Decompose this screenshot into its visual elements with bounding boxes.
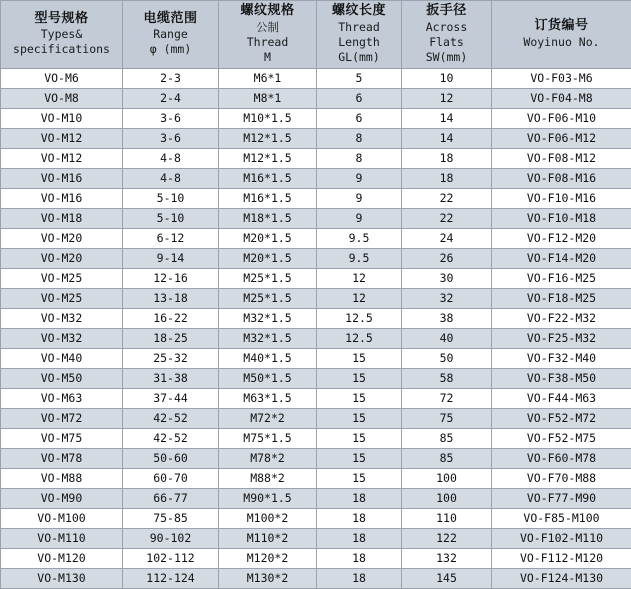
table-cell-r17-c3: 15 bbox=[317, 408, 402, 428]
table-row bbox=[1, 568, 631, 588]
table-cell-r10-c3: 12 bbox=[317, 268, 402, 288]
table-cell-r12-c1: 16-22 bbox=[123, 308, 219, 328]
table-cell-r15-c0: VO-M50 bbox=[1, 368, 123, 388]
table-cell-r7-c2: M18*1.5 bbox=[219, 208, 317, 228]
table-cell-r9-c4: 26 bbox=[402, 248, 492, 268]
table-cell-r14-c4: 50 bbox=[402, 348, 492, 368]
table-cell-r25-c2: M130*2 bbox=[219, 568, 317, 588]
column-header-en-2-1: Thread bbox=[221, 35, 314, 49]
table-cell-r6-c5: VO-F10-M16 bbox=[492, 188, 631, 208]
table-cell-r10-c4: 30 bbox=[402, 268, 492, 288]
table-cell-r21-c4: 100 bbox=[402, 488, 492, 508]
table-cell-r8-c1: 6-12 bbox=[123, 228, 219, 248]
table-row bbox=[1, 528, 631, 548]
table-cell-r13-c5: VO-F25-M32 bbox=[492, 328, 631, 348]
table-cell-r4-c2: M12*1.5 bbox=[219, 148, 317, 168]
column-header-en-1-0: Range bbox=[125, 27, 216, 41]
table-row bbox=[1, 468, 631, 488]
table-cell-r19-c0: VO-M78 bbox=[1, 448, 123, 468]
column-header-1 bbox=[123, 1, 219, 69]
table-cell-r3-c3: 8 bbox=[317, 128, 402, 148]
table-cell-r7-c1: 5-10 bbox=[123, 208, 219, 228]
column-header-2 bbox=[219, 1, 317, 69]
table-cell-r22-c1: 75-85 bbox=[123, 508, 219, 528]
column-header-cn-0: 型号规格 bbox=[3, 11, 120, 27]
table-cell-r1-c0: VO-M8 bbox=[1, 88, 123, 108]
table-cell-r12-c4: 38 bbox=[402, 308, 492, 328]
table-cell-r19-c5: VO-F60-M78 bbox=[492, 448, 631, 468]
table-row bbox=[1, 348, 631, 368]
table-cell-r22-c0: VO-M100 bbox=[1, 508, 123, 528]
table-row bbox=[1, 188, 631, 208]
table-cell-r25-c4: 145 bbox=[402, 568, 492, 588]
table-cell-r1-c5: VO-F04-M8 bbox=[492, 88, 631, 108]
table-cell-r23-c0: VO-M110 bbox=[1, 528, 123, 548]
column-header-cn-4: 扳手径 bbox=[404, 3, 489, 19]
table-cell-r17-c0: VO-M72 bbox=[1, 408, 123, 428]
table-cell-r14-c2: M40*1.5 bbox=[219, 348, 317, 368]
column-header-en-4-1: Flats bbox=[404, 35, 489, 49]
table-row bbox=[1, 288, 631, 308]
table-cell-r4-c4: 18 bbox=[402, 148, 492, 168]
column-header-en-0-0: Types& bbox=[3, 27, 120, 41]
table-cell-r14-c0: VO-M40 bbox=[1, 348, 123, 368]
table-cell-r3-c1: 3-6 bbox=[123, 128, 219, 148]
table-cell-r8-c0: VO-M20 bbox=[1, 228, 123, 248]
table-cell-r13-c2: M32*1.5 bbox=[219, 328, 317, 348]
table-cell-r18-c2: M75*1.5 bbox=[219, 428, 317, 448]
table-cell-r11-c5: VO-F18-M25 bbox=[492, 288, 631, 308]
table-row bbox=[1, 428, 631, 448]
table-row bbox=[1, 308, 631, 328]
table-cell-r11-c1: 13-18 bbox=[123, 288, 219, 308]
table-cell-r15-c2: M50*1.5 bbox=[219, 368, 317, 388]
column-header-0 bbox=[1, 1, 123, 69]
table-row bbox=[1, 148, 631, 168]
table-row bbox=[1, 208, 631, 228]
table-cell-r17-c2: M72*2 bbox=[219, 408, 317, 428]
column-header-en-2-2: M bbox=[221, 50, 314, 64]
table-cell-r7-c3: 9 bbox=[317, 208, 402, 228]
column-header-en-5-0: Woyinuo No. bbox=[494, 35, 629, 49]
table-cell-r5-c1: 4-8 bbox=[123, 168, 219, 188]
table-cell-r10-c0: VO-M25 bbox=[1, 268, 123, 288]
table-row bbox=[1, 268, 631, 288]
table-cell-r9-c0: VO-M20 bbox=[1, 248, 123, 268]
table-cell-r0-c5: VO-F03-M6 bbox=[492, 68, 631, 88]
table-cell-r22-c2: M100*2 bbox=[219, 508, 317, 528]
column-header-3 bbox=[317, 1, 402, 69]
table-cell-r6-c0: VO-M16 bbox=[1, 188, 123, 208]
table-cell-r16-c1: 37-44 bbox=[123, 388, 219, 408]
table-cell-r11-c3: 12 bbox=[317, 288, 402, 308]
table-cell-r4-c3: 8 bbox=[317, 148, 402, 168]
table-cell-r24-c4: 132 bbox=[402, 548, 492, 568]
column-header-en-3-2: GL(mm) bbox=[319, 50, 399, 64]
table-cell-r9-c5: VO-F14-M20 bbox=[492, 248, 631, 268]
table-cell-r15-c3: 15 bbox=[317, 368, 402, 388]
table-cell-r3-c0: VO-M12 bbox=[1, 128, 123, 148]
table-cell-r17-c4: 75 bbox=[402, 408, 492, 428]
table-body bbox=[1, 68, 631, 588]
column-header-en-0-1: specifications bbox=[3, 42, 120, 56]
table-cell-r7-c0: VO-M18 bbox=[1, 208, 123, 228]
column-header-cn-1: 电缆范围 bbox=[125, 11, 216, 27]
table-cell-r9-c3: 9.5 bbox=[317, 248, 402, 268]
table-cell-r21-c0: VO-M90 bbox=[1, 488, 123, 508]
table-header bbox=[1, 1, 631, 69]
table-row bbox=[1, 388, 631, 408]
column-header-en-4-0: Across bbox=[404, 20, 489, 34]
table-cell-r25-c0: VO-M130 bbox=[1, 568, 123, 588]
table-cell-r10-c1: 12-16 bbox=[123, 268, 219, 288]
table-cell-r22-c3: 18 bbox=[317, 508, 402, 528]
table-cell-r24-c3: 18 bbox=[317, 548, 402, 568]
table-cell-r10-c5: VO-F16-M25 bbox=[492, 268, 631, 288]
table-cell-r2-c3: 6 bbox=[317, 108, 402, 128]
table-cell-r22-c5: VO-F85-M100 bbox=[492, 508, 631, 528]
table-cell-r10-c2: M25*1.5 bbox=[219, 268, 317, 288]
table-cell-r6-c2: M16*1.5 bbox=[219, 188, 317, 208]
table-cell-r25-c3: 18 bbox=[317, 568, 402, 588]
table-cell-r21-c5: VO-F77-M90 bbox=[492, 488, 631, 508]
table-cell-r16-c3: 15 bbox=[317, 388, 402, 408]
table-cell-r3-c4: 14 bbox=[402, 128, 492, 148]
table-cell-r15-c5: VO-F38-M50 bbox=[492, 368, 631, 388]
table-cell-r18-c1: 42-52 bbox=[123, 428, 219, 448]
table-cell-r4-c0: VO-M12 bbox=[1, 148, 123, 168]
table-cell-r7-c5: VO-F10-M18 bbox=[492, 208, 631, 228]
table-cell-r1-c3: 6 bbox=[317, 88, 402, 108]
table-cell-r6-c3: 9 bbox=[317, 188, 402, 208]
table-cell-r12-c3: 12.5 bbox=[317, 308, 402, 328]
table-cell-r18-c3: 15 bbox=[317, 428, 402, 448]
table-cell-r3-c2: M12*1.5 bbox=[219, 128, 317, 148]
table-cell-r19-c2: M78*2 bbox=[219, 448, 317, 468]
table-cell-r13-c3: 12.5 bbox=[317, 328, 402, 348]
table-cell-r24-c1: 102-112 bbox=[123, 548, 219, 568]
table-cell-r24-c5: VO-F112-M120 bbox=[492, 548, 631, 568]
column-header-cn-3: 螺纹长度 bbox=[319, 3, 399, 19]
table-cell-r1-c1: 2-4 bbox=[123, 88, 219, 108]
table-cell-r2-c5: VO-F06-M10 bbox=[492, 108, 631, 128]
table-cell-r16-c0: VO-M63 bbox=[1, 388, 123, 408]
table-cell-r23-c4: 122 bbox=[402, 528, 492, 548]
table-cell-r11-c2: M25*1.5 bbox=[219, 288, 317, 308]
table-cell-r20-c3: 15 bbox=[317, 468, 402, 488]
table-row bbox=[1, 488, 631, 508]
table-cell-r12-c0: VO-M32 bbox=[1, 308, 123, 328]
table-row bbox=[1, 448, 631, 468]
table-cell-r5-c5: VO-F08-M16 bbox=[492, 168, 631, 188]
table-cell-r18-c5: VO-F52-M75 bbox=[492, 428, 631, 448]
table-cell-r16-c4: 72 bbox=[402, 388, 492, 408]
table-cell-r0-c0: VO-M6 bbox=[1, 68, 123, 88]
table-cell-r25-c5: VO-F124-M130 bbox=[492, 568, 631, 588]
table-cell-r0-c1: 2-3 bbox=[123, 68, 219, 88]
table-cell-r15-c1: 31-38 bbox=[123, 368, 219, 388]
table-cell-r6-c1: 5-10 bbox=[123, 188, 219, 208]
table-cell-r0-c4: 10 bbox=[402, 68, 492, 88]
table-cell-r5-c4: 18 bbox=[402, 168, 492, 188]
table-cell-r21-c2: M90*1.5 bbox=[219, 488, 317, 508]
table-cell-r14-c3: 15 bbox=[317, 348, 402, 368]
table-row bbox=[1, 368, 631, 388]
table-cell-r5-c2: M16*1.5 bbox=[219, 168, 317, 188]
table-cell-r9-c2: M20*1.5 bbox=[219, 248, 317, 268]
table-cell-r4-c1: 4-8 bbox=[123, 148, 219, 168]
table-cell-r12-c5: VO-F22-M32 bbox=[492, 308, 631, 328]
table-cell-r8-c2: M20*1.5 bbox=[219, 228, 317, 248]
table-cell-r19-c4: 85 bbox=[402, 448, 492, 468]
table-cell-r11-c0: VO-M25 bbox=[1, 288, 123, 308]
table-cell-r21-c1: 66-77 bbox=[123, 488, 219, 508]
column-header-en-1-1: φ (mm) bbox=[125, 42, 216, 56]
table-cell-r19-c1: 50-60 bbox=[123, 448, 219, 468]
table-header-row bbox=[1, 1, 631, 69]
table-cell-r5-c0: VO-M16 bbox=[1, 168, 123, 188]
table-row bbox=[1, 548, 631, 568]
column-header-en-3-1: Length bbox=[319, 35, 399, 49]
table-cell-r20-c0: VO-M88 bbox=[1, 468, 123, 488]
table-row bbox=[1, 128, 631, 148]
table-cell-r7-c4: 22 bbox=[402, 208, 492, 228]
table-cell-r2-c2: M10*1.5 bbox=[219, 108, 317, 128]
table-cell-r8-c5: VO-F12-M20 bbox=[492, 228, 631, 248]
table-cell-r12-c2: M32*1.5 bbox=[219, 308, 317, 328]
table-row bbox=[1, 328, 631, 348]
table-cell-r23-c5: VO-F102-M110 bbox=[492, 528, 631, 548]
column-header-cn-5: 订货编号 bbox=[494, 18, 629, 34]
table-row bbox=[1, 508, 631, 528]
table-cell-r18-c0: VO-M75 bbox=[1, 428, 123, 448]
table-row bbox=[1, 68, 631, 88]
table-cell-r6-c4: 22 bbox=[402, 188, 492, 208]
table-cell-r23-c2: M110*2 bbox=[219, 528, 317, 548]
table-cell-r20-c4: 100 bbox=[402, 468, 492, 488]
table-cell-r1-c4: 12 bbox=[402, 88, 492, 108]
column-header-en-3-0: Thread bbox=[319, 20, 399, 34]
column-header-en-2-0: 公制 bbox=[221, 20, 314, 34]
table-cell-r16-c2: M63*1.5 bbox=[219, 388, 317, 408]
table-cell-r20-c2: M88*2 bbox=[219, 468, 317, 488]
column-header-cn-2: 螺纹规格 bbox=[221, 3, 314, 19]
table-cell-r23-c1: 90-102 bbox=[123, 528, 219, 548]
table-cell-r11-c4: 32 bbox=[402, 288, 492, 308]
table-cell-r25-c1: 112-124 bbox=[123, 568, 219, 588]
table-cell-r2-c4: 14 bbox=[402, 108, 492, 128]
table-cell-r4-c5: VO-F08-M12 bbox=[492, 148, 631, 168]
table-cell-r24-c2: M120*2 bbox=[219, 548, 317, 568]
table-cell-r17-c1: 42-52 bbox=[123, 408, 219, 428]
table-cell-r9-c1: 9-14 bbox=[123, 248, 219, 268]
table-cell-r19-c3: 15 bbox=[317, 448, 402, 468]
table-cell-r8-c3: 9.5 bbox=[317, 228, 402, 248]
column-header-en-4-2: SW(mm) bbox=[404, 50, 489, 64]
table-cell-r20-c5: VO-F70-M88 bbox=[492, 468, 631, 488]
table-cell-r0-c3: 5 bbox=[317, 68, 402, 88]
table-cell-r18-c4: 85 bbox=[402, 428, 492, 448]
table-cell-r16-c5: VO-F44-M63 bbox=[492, 388, 631, 408]
table-cell-r13-c4: 40 bbox=[402, 328, 492, 348]
table-cell-r0-c2: M6*1 bbox=[219, 68, 317, 88]
table-cell-r3-c5: VO-F06-M12 bbox=[492, 128, 631, 148]
table-row bbox=[1, 108, 631, 128]
table-cell-r13-c1: 18-25 bbox=[123, 328, 219, 348]
table-cell-r17-c5: VO-F52-M72 bbox=[492, 408, 631, 428]
table-cell-r14-c1: 25-32 bbox=[123, 348, 219, 368]
table-cell-r13-c0: VO-M32 bbox=[1, 328, 123, 348]
table-row bbox=[1, 228, 631, 248]
table-row bbox=[1, 168, 631, 188]
table-cell-r8-c4: 24 bbox=[402, 228, 492, 248]
table-cell-r2-c1: 3-6 bbox=[123, 108, 219, 128]
table-row bbox=[1, 408, 631, 428]
table-cell-r22-c4: 110 bbox=[402, 508, 492, 528]
table-cell-r2-c0: VO-M10 bbox=[1, 108, 123, 128]
table-cell-r15-c4: 58 bbox=[402, 368, 492, 388]
table-cell-r23-c3: 18 bbox=[317, 528, 402, 548]
table-cell-r1-c2: M8*1 bbox=[219, 88, 317, 108]
table-cell-r21-c3: 18 bbox=[317, 488, 402, 508]
table-row bbox=[1, 88, 631, 108]
table-row bbox=[1, 248, 631, 268]
table-cell-r14-c5: VO-F32-M40 bbox=[492, 348, 631, 368]
column-header-4 bbox=[402, 1, 492, 69]
table-cell-r5-c3: 9 bbox=[317, 168, 402, 188]
table-cell-r20-c1: 60-70 bbox=[123, 468, 219, 488]
table-cell-r24-c0: VO-M120 bbox=[1, 548, 123, 568]
column-header-5 bbox=[492, 1, 631, 69]
